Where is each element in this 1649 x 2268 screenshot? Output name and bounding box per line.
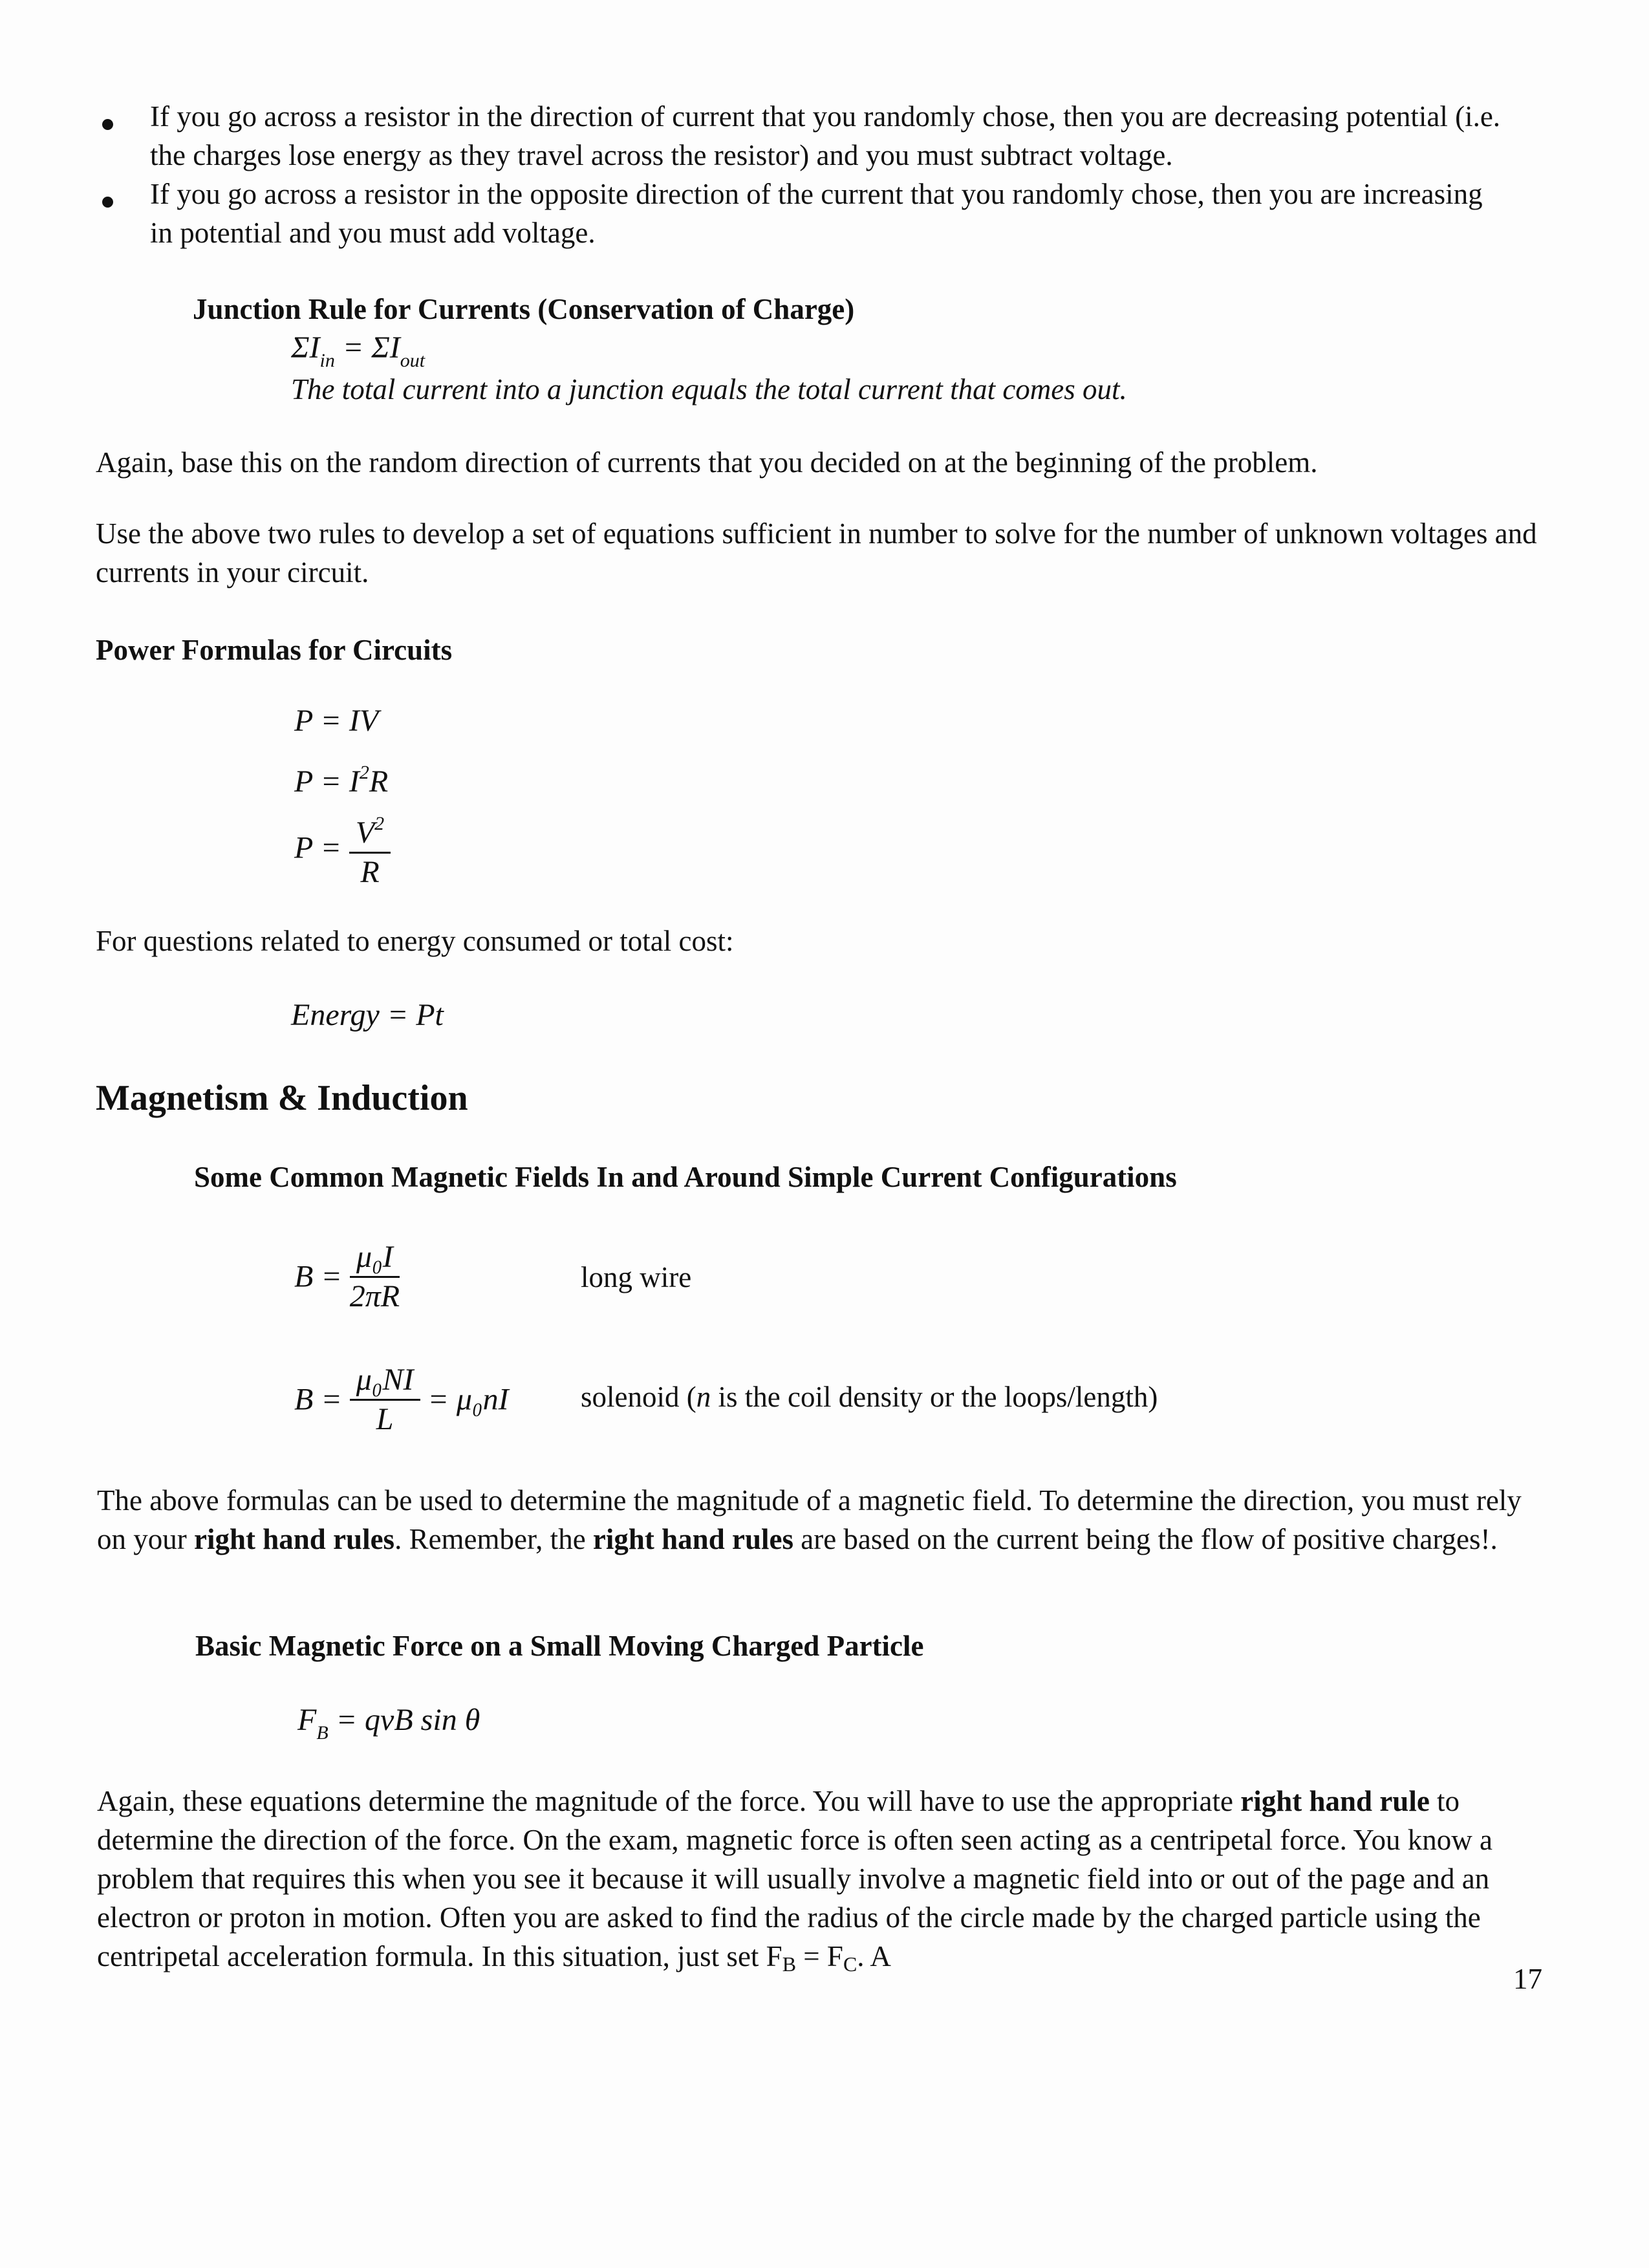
page-number: 17	[1513, 1963, 1542, 1995]
magnetism-heading: Magnetism & Induction	[96, 1078, 468, 1118]
junction-rule-note: The total current into a junction equals the total current that comes out.	[291, 373, 1127, 405]
solenoid-formula: B = $\frac{\text{μ₀NI}}{L}$ = μ₀nI	[294, 1363, 509, 1436]
junction-rule-equation: $\Sigma I_{in} = \Sigma I_{out}$	[291, 330, 426, 371]
bullet-increasing-potential: If you go across a resistor in the opposite direction of the current that you randomly chose, then you are increasing in potential and you must add voltage.	[150, 178, 1483, 249]
long-wire-formula: B = $\frac{\text{μ₀I}}{2\pi R}$	[294, 1240, 400, 1313]
power-formula-i2r: $P = I^2R$	[294, 762, 389, 799]
power-formula-iv: P = IV	[294, 704, 379, 738]
energy-formula: Energy = Pt	[291, 998, 444, 1032]
bullet-dot	[102, 197, 113, 208]
paragraph-field-direction: The above formulas can be used to determine the magnitude of a magnetic field. To determine the direction, you must rely on your right hand rules. Remember, the right hand rules are based on the current being the flow of positive charges!.	[97, 1484, 1522, 1555]
energy-intro: For questions related to energy consumed or total cost:	[96, 925, 734, 957]
junction-rule-heading: Junction Rule for Currents (Conservation of Charge)	[193, 293, 855, 325]
paragraph-centripetal-force: Again, these equations determine the magnitude of the force. You will have to use the appropriate right hand rule to determine the direction of the force. On the exam, magnetic force is often seen acting as a centripetal force. You know a problem that requires this when you see it because it will usually involve a magnetic field into or out of the page and an electron or proton in motion. Often you are asked to find the radius of the circle made by the charged particle using the centripetal acceleration formula. In this situation, just set $F_B = F_C$. A	[97, 1785, 1493, 1976]
paragraph-use-rules: Use the above two rules to develop a set of equations sufficient in number to solve for the number of unknown voltages and currents in your circuit.	[96, 517, 1537, 589]
magnetic-force-formula: $F_B$ = qvB sin θ	[297, 1703, 480, 1744]
paragraph-again-direction: Again, base this on the random direction of currents that you decided on at the beginning of the problem.	[96, 446, 1318, 479]
bullet-decreasing-potential: If you go across a resistor in the direction of current that you randomly chose, then you are decreasing potential (i.e. the charges lose energy as they travel across the resistor) and you must subtract voltage.	[150, 100, 1501, 171]
magnetic-force-heading: Basic Magnetic Force on a Small Moving Charged Particle	[195, 1630, 924, 1662]
magnetic-fields-subheading: Some Common Magnetic Fields In and Around Simple Current Configurations	[194, 1161, 1177, 1193]
power-formula-v2r: P = $\frac{V^2}{R}$	[294, 805, 391, 891]
bullet-dot	[102, 119, 113, 130]
power-formulas-heading: Power Formulas for Circuits	[96, 634, 453, 666]
solenoid-label: solenoid (n is the coil density or the loops/length)	[581, 1381, 1158, 1413]
long-wire-label: long wire	[581, 1261, 692, 1293]
